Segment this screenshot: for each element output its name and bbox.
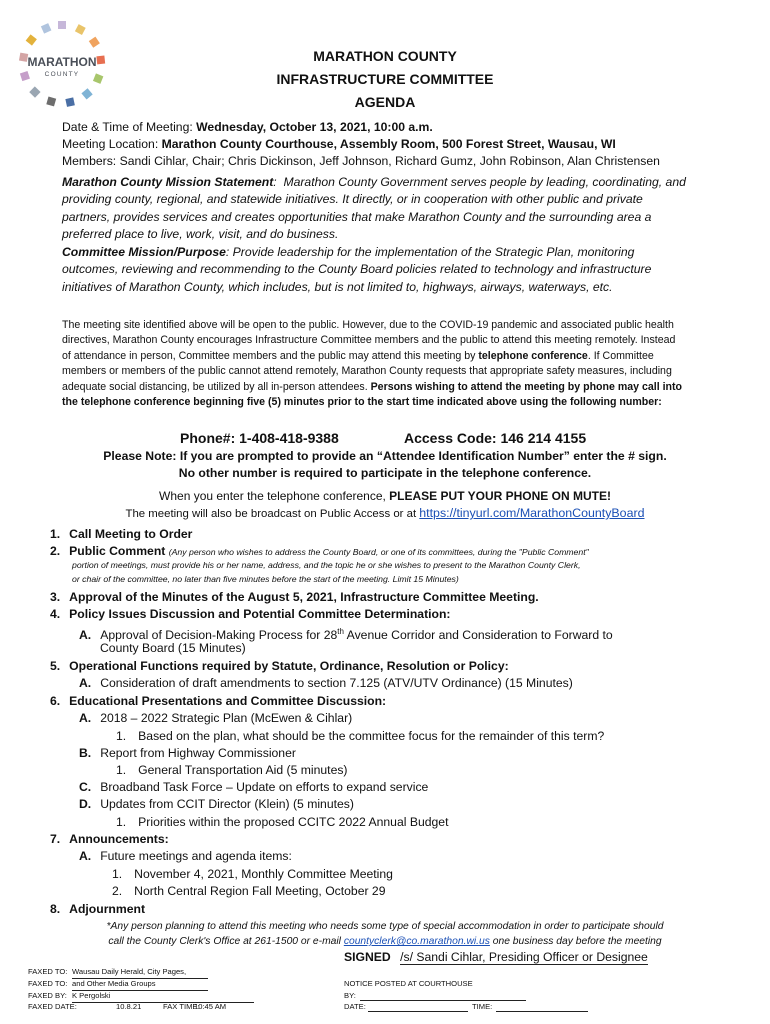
mission-text: Marathon County Government serves people by leading, coordinating, and providing county, regional, and statewide initiatives. It directly, or in cooperation with other public and private partners, provides services and creates opportunities that make Marathon County and the surrounding area a preferred place to live, work, visit, and do business. bbox=[62, 175, 686, 242]
agenda-item-8 bbox=[50, 901, 145, 918]
item-number: 2. bbox=[50, 544, 61, 558]
please-note-2: No other number is required to participate in the telephone conference. bbox=[178, 466, 592, 480]
fax-time-label: FAX TIME: bbox=[163, 1002, 200, 1011]
faxed-to-2: and Other Media Groups bbox=[72, 979, 208, 991]
location-value: Marathon County Courthouse, Assembly Room, 500 Forest Street, Wausau, WI bbox=[161, 137, 616, 151]
item-sub-number: 2. bbox=[112, 884, 123, 898]
item-number: 4. bbox=[50, 607, 61, 621]
mute-instruction bbox=[0, 488, 770, 505]
public-comment-note-3: or chair of the committee, no later than five minutes before the start of the meeting. Limit 15 Minutes) bbox=[72, 574, 459, 584]
item-7a-text: Future meetings and agenda items: bbox=[100, 849, 292, 863]
access-code: Access Code: 146 214 4155 bbox=[404, 430, 587, 446]
item-4a-sup: th bbox=[337, 627, 344, 636]
agenda-item-4 bbox=[50, 606, 450, 623]
accommodation-line-2 bbox=[0, 934, 770, 949]
item-sub-number: 1. bbox=[116, 763, 127, 777]
meeting-members bbox=[62, 153, 660, 170]
mute-prefix: When you enter the telephone conference, bbox=[159, 489, 390, 503]
members-label: Members: bbox=[62, 154, 117, 168]
faxed-by-label: FAXED BY: bbox=[28, 991, 67, 1000]
notice-bold-1: telephone conference bbox=[478, 349, 588, 362]
agenda-item-6b bbox=[79, 745, 296, 762]
agenda-item-7a1 bbox=[112, 866, 393, 883]
faxed-date: 10.8.21 bbox=[116, 1002, 142, 1011]
item-4a-text-1: Approval of Decision-Making Process for 28 bbox=[100, 628, 338, 643]
agenda-item-6a1 bbox=[116, 728, 604, 745]
item-title: Public Comment bbox=[69, 544, 166, 558]
item-6d-text: Updates from CCIT Director (Klein) (5 minutes) bbox=[100, 797, 354, 811]
item-4a-text-2: Avenue Corridor and Consideration to Forward to bbox=[343, 628, 613, 643]
accommodation-prefix: call the County Clerk's Office at 261-1500 or e-mail bbox=[108, 936, 344, 947]
item-number: 1. bbox=[50, 527, 61, 541]
agenda-item-3 bbox=[50, 589, 539, 606]
agenda-item-5a bbox=[79, 675, 573, 692]
committee-purpose: Committee Mission/Purpose: Provide leadership for the implementation of the Strategic Plan, monitoring outcomes, reviewing and recommending to the County Board policies related to technology and infrastructure initiatives of Marathon County, which includes, but is not limited to, highways, airways, waterways, etc. bbox=[62, 245, 652, 294]
item-5a-text: Consideration of draft amendments to section 7.125 (ATV/UTV Ordinance) (15 Minutes) bbox=[100, 676, 573, 690]
faxed-to-label-1: FAXED TO: bbox=[28, 967, 68, 976]
item-letter: A. bbox=[79, 676, 92, 690]
agenda-item-6d bbox=[79, 796, 354, 813]
agenda-item-6d1 bbox=[116, 814, 448, 831]
faxed-date-label: FAXED DATE: bbox=[28, 1002, 77, 1011]
purpose-label: Committee Mission/Purpose bbox=[62, 245, 226, 259]
header-line-2: INFRASTRUCTURE COMMITTEE bbox=[276, 71, 494, 87]
date-value: Wednesday, October 13, 2021, 10:00 a.m. bbox=[196, 120, 433, 134]
agenda-item-5 bbox=[50, 658, 509, 675]
agenda-item-7a bbox=[79, 848, 292, 865]
members-value: Sandi Cihlar, Chair; Chris Dickinson, Jeff Johnson, Richard Gumz, John Robinson, Alan Christensen bbox=[119, 154, 660, 168]
agenda-item-4a-cont: County Board (15 Minutes) bbox=[100, 641, 246, 655]
header-line-1: MARATHON COUNTY bbox=[313, 48, 457, 64]
item-6b-text: Report from Highway Commissioner bbox=[100, 746, 296, 760]
item-title: Approval of the Minutes of the August 5, 2021, Infrastructure Committee Meeting. bbox=[69, 590, 539, 604]
item-title: Call Meeting to Order bbox=[69, 527, 193, 541]
item-title: Policy Issues Discussion and Potential Committee Determination: bbox=[69, 607, 451, 621]
item-letter: A. bbox=[79, 849, 92, 863]
mission-statement: Marathon County Mission Statement: Marathon County Government serves people by leading, coordinating, and providing county, regional, and statewide initiatives. It directly, or in cooperation with other public and private partners, provides services and creates opportunities that make Marathon County and the surrounding area a preferred place to live, work, visit, and do business. bbox=[62, 175, 686, 242]
item-6a1-text: Based on the plan, what should be the committee focus for the remainder of this term? bbox=[138, 729, 605, 743]
date-line bbox=[368, 1002, 468, 1012]
faxed-to-1: Wausau Daily Herald, City Pages, bbox=[72, 967, 208, 979]
item-6c-text: Broadband Task Force – Update on efforts to expand service bbox=[100, 780, 429, 794]
item-6d1-text: Priorities within the proposed CCITC 2022 Annual Budget bbox=[138, 815, 449, 829]
item-sub-number: 1. bbox=[116, 729, 127, 743]
fax-time: 10:45 AM bbox=[194, 1002, 227, 1011]
signed-value: /s/ Sandi Cihlar, Presiding Officer or Designee bbox=[400, 950, 648, 964]
broadcast-prefix: The meeting will also be broadcast on Public Access or at bbox=[125, 508, 420, 520]
item-number: 8. bbox=[50, 902, 61, 916]
agenda-item-6b1 bbox=[116, 762, 348, 779]
faxed-by: K Pergolski bbox=[72, 991, 254, 1003]
by-line bbox=[360, 991, 526, 1001]
by-label: BY: bbox=[344, 991, 356, 1000]
agenda-item-6c bbox=[79, 779, 428, 796]
agenda-item-7a2 bbox=[112, 883, 386, 900]
item-letter: A. bbox=[79, 628, 92, 643]
item-6a-text: 2018 – 2022 Strategic Plan (McEwen & Cihlar) bbox=[100, 711, 353, 725]
accommodation-line-1: *Any person planning to attend this meeting who needs some type of special accommodation in order to participate should bbox=[106, 921, 664, 932]
notice-text-1: The meeting site identified above will be open to the public. However, due to the COVID-19 pandemic and associated public health directives, Marathon County encourages Infrastructure Committee members and the public to attend this meeting remotely. Instead of attendance in person, Committee members and the public may attend this meeting by bbox=[62, 319, 676, 362]
public-comment-note-2: portion of meetings, must provide his or her name, address, and the topic he or she wishes to present to the Marathon County Clerk, bbox=[72, 560, 581, 570]
item-letter: C. bbox=[79, 780, 92, 794]
item-letter: B. bbox=[79, 746, 92, 760]
mute-bold: PLEASE PUT YOUR PHONE ON MUTE! bbox=[389, 489, 611, 503]
item-number: 7. bbox=[50, 832, 61, 846]
item-7a2-text: North Central Region Fall Meeting, October 29 bbox=[134, 884, 386, 898]
header-line-3: AGENDA bbox=[354, 94, 416, 110]
clerk-email-link[interactable]: countyclerk@co.marathon.wi.us bbox=[343, 936, 490, 947]
date-label: Date & Time of Meeting: bbox=[62, 120, 193, 134]
item-sub-number: 1. bbox=[112, 867, 123, 881]
svg-text:COUNTY: COUNTY bbox=[44, 71, 80, 78]
notice-bold-2: Persons wishing to attend the meeting by phone may call into the telephone conference beginning five (5) minutes prior to the start time indicated above using the following number: bbox=[62, 380, 682, 409]
agenda-item-7 bbox=[50, 831, 169, 848]
item-title: Announcements: bbox=[69, 832, 169, 846]
agenda-item-6a bbox=[79, 710, 352, 727]
notice-text-2: . If Committee members or members of the public cannot attend remotely, Marathon County requests that appropriate safety measures, including adequate social distancing, be utilized by all in-person attendees. bbox=[62, 349, 672, 393]
item-7a1-text: November 4, 2021, Monthly Committee Meeting bbox=[134, 867, 393, 881]
meeting-date bbox=[62, 119, 433, 136]
signed-label: SIGNED bbox=[344, 950, 391, 964]
location-label: Meeting Location: bbox=[62, 137, 159, 151]
time-line bbox=[496, 1002, 588, 1012]
item-letter: A. bbox=[79, 711, 92, 725]
phone-number: Phone#: 1-408-418-9388 bbox=[180, 430, 339, 446]
item-title: Operational Functions required by Statute, Ordinance, Resolution or Policy: bbox=[69, 659, 509, 673]
item-letter: D. bbox=[79, 797, 92, 811]
item-number: 3. bbox=[50, 590, 61, 604]
mission-label: Marathon County Mission Statement bbox=[62, 175, 274, 189]
please-note-1: Please Note: If you are prompted to provide an “Attendee Identification Number” enter the # sign. bbox=[103, 449, 667, 463]
broadcast-info bbox=[0, 505, 770, 523]
item-number: 5. bbox=[50, 659, 61, 673]
item-sub-number: 1. bbox=[116, 815, 127, 829]
date-label: DATE: bbox=[344, 1002, 366, 1011]
meeting-location bbox=[62, 136, 616, 153]
accommodation-suffix: one business day before the meeting bbox=[489, 936, 662, 947]
item-number: 6. bbox=[50, 694, 61, 708]
agenda-item-1 bbox=[50, 526, 192, 543]
time-label: TIME: bbox=[472, 1002, 493, 1011]
covid-notice bbox=[62, 318, 682, 410]
purpose-text: Provide leadership for the implementation of the Strategic Plan, monitoring outcomes, reviewing and recommending to the County Board policies related to technology and infrastructure initiatives of Marathon County, which includes, but is not limited to, highways, airways, waterways, etc. bbox=[62, 245, 652, 294]
faxed-to-label-2: FAXED TO: bbox=[28, 979, 68, 988]
signature-line bbox=[344, 950, 648, 965]
notice-posted: NOTICE POSTED AT COURTHOUSE bbox=[344, 979, 473, 988]
broadcast-link[interactable]: https://tinyurl.com/MarathonCountyBoard bbox=[419, 506, 645, 520]
item-title: Adjournment bbox=[69, 902, 145, 916]
item-title: Educational Presentations and Committee Discussion: bbox=[69, 694, 387, 708]
svg-text:MARATHON: MARATHON bbox=[27, 55, 97, 69]
public-comment-note: (Any person who wishes to address the County Board, or one of its committees, during the "Public Comment" bbox=[168, 547, 589, 557]
agenda-item-6 bbox=[50, 693, 386, 710]
item-6b1-text: General Transportation Aid (5 minutes) bbox=[138, 763, 348, 777]
